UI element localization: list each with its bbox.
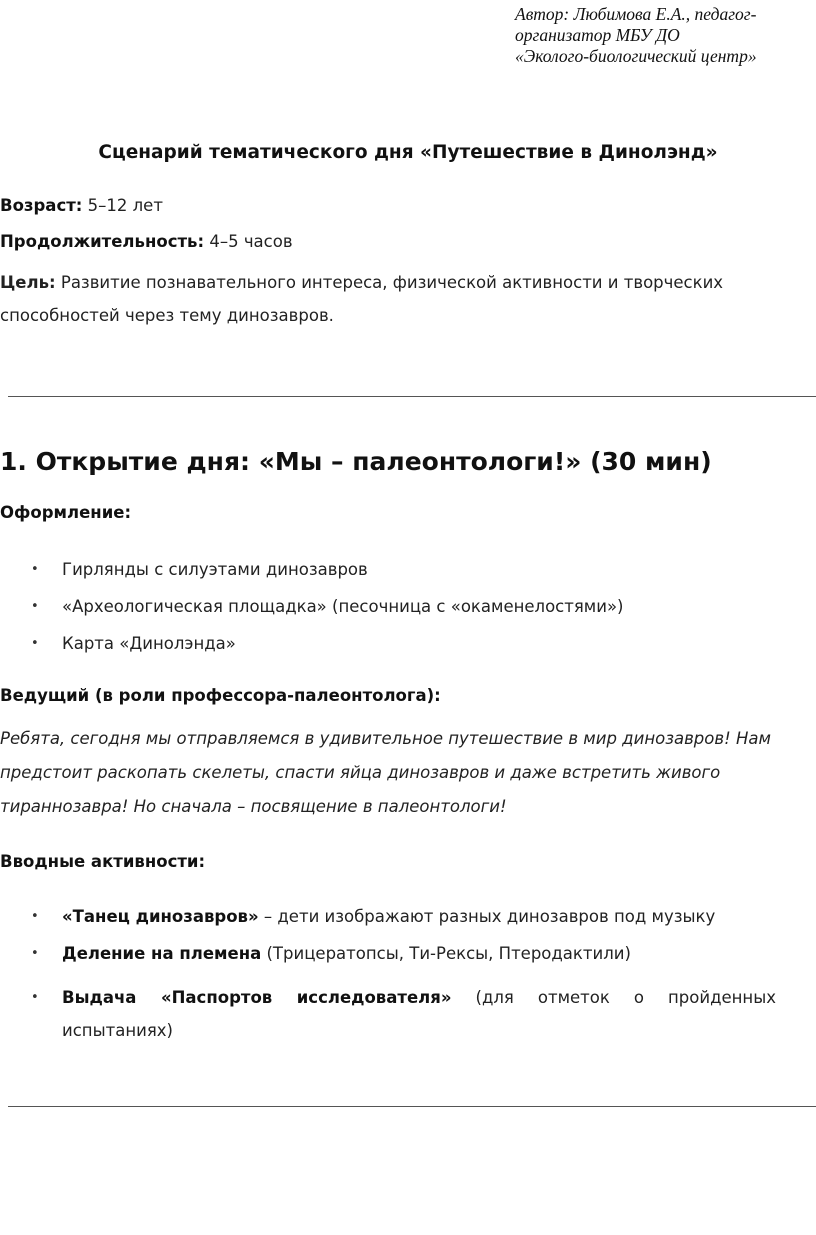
author-line-3: «Эколого-биологический центр» [515, 46, 757, 66]
author-line-2: организатор МБУ ДО [515, 25, 680, 45]
divider [8, 396, 816, 397]
list-item: • Выдача «Паспортов исследователя» (для отметок о пройденных испытаниях) [0, 981, 816, 1047]
goal-value: Развитие познавательного интереса, физической активности и творческих способностей через тему динозавров. [0, 273, 724, 325]
bullet-icon: • [31, 562, 39, 577]
goal-paragraph [0, 266, 812, 332]
age-label: Возраст: [0, 196, 83, 215]
goal-label: Цель: [0, 273, 56, 292]
bullet-icon: • [31, 909, 39, 924]
list-item: • Гирлянды с силуэтами динозавров [31, 560, 368, 579]
list-item: • Деление на племена (Трицератопсы, Ти-Рексы, Птеродактили) [31, 944, 631, 963]
bullet-icon: • [31, 990, 39, 1005]
bullet-icon: • [31, 599, 39, 614]
host-label: Ведущий (в роли профессора-палеонтолога): [0, 686, 441, 705]
list-item: • «Танец динозавров» – дети изображают разных динозавров под музыку [31, 907, 716, 926]
author-line-1: Автор: Любимова Е.А., педагог- [515, 4, 757, 24]
duration-value: 4–5 часов [204, 232, 293, 251]
duration-label: Продолжительность: [0, 232, 205, 251]
intro-label: Вводные активности: [0, 852, 206, 871]
host-speech: Ребята, сегодня мы отправляемся в удивительное путешествие в мир динозавров! Нам предстоит раскопать скелеты, спасти яйца динозавров и даже встретить живого тираннозавра! Но сначала – посвящение в палеонтологи! [0, 729, 771, 816]
decor-label: Оформление: [0, 503, 132, 522]
list-item: • «Археологическая площадка» (песочница с «окаменелостями») [31, 597, 624, 616]
document-title: Сценарий тематического дня «Путешествие в Динолэнд» [98, 142, 718, 163]
decor-list [0, 560, 816, 671]
bullet-icon: • [31, 636, 39, 651]
list-item: • Карта «Динолэнда» [31, 634, 236, 653]
divider [8, 1106, 816, 1107]
intro-list [0, 907, 816, 1064]
age-value: 5–12 лет [82, 196, 163, 215]
age-line [0, 196, 163, 215]
duration-line [0, 232, 293, 251]
author-block [515, 4, 811, 67]
section-1-title: 1. Открытие дня: «Мы – палеонтологи!» (30 мин) [0, 447, 712, 476]
bullet-icon: • [31, 946, 39, 961]
